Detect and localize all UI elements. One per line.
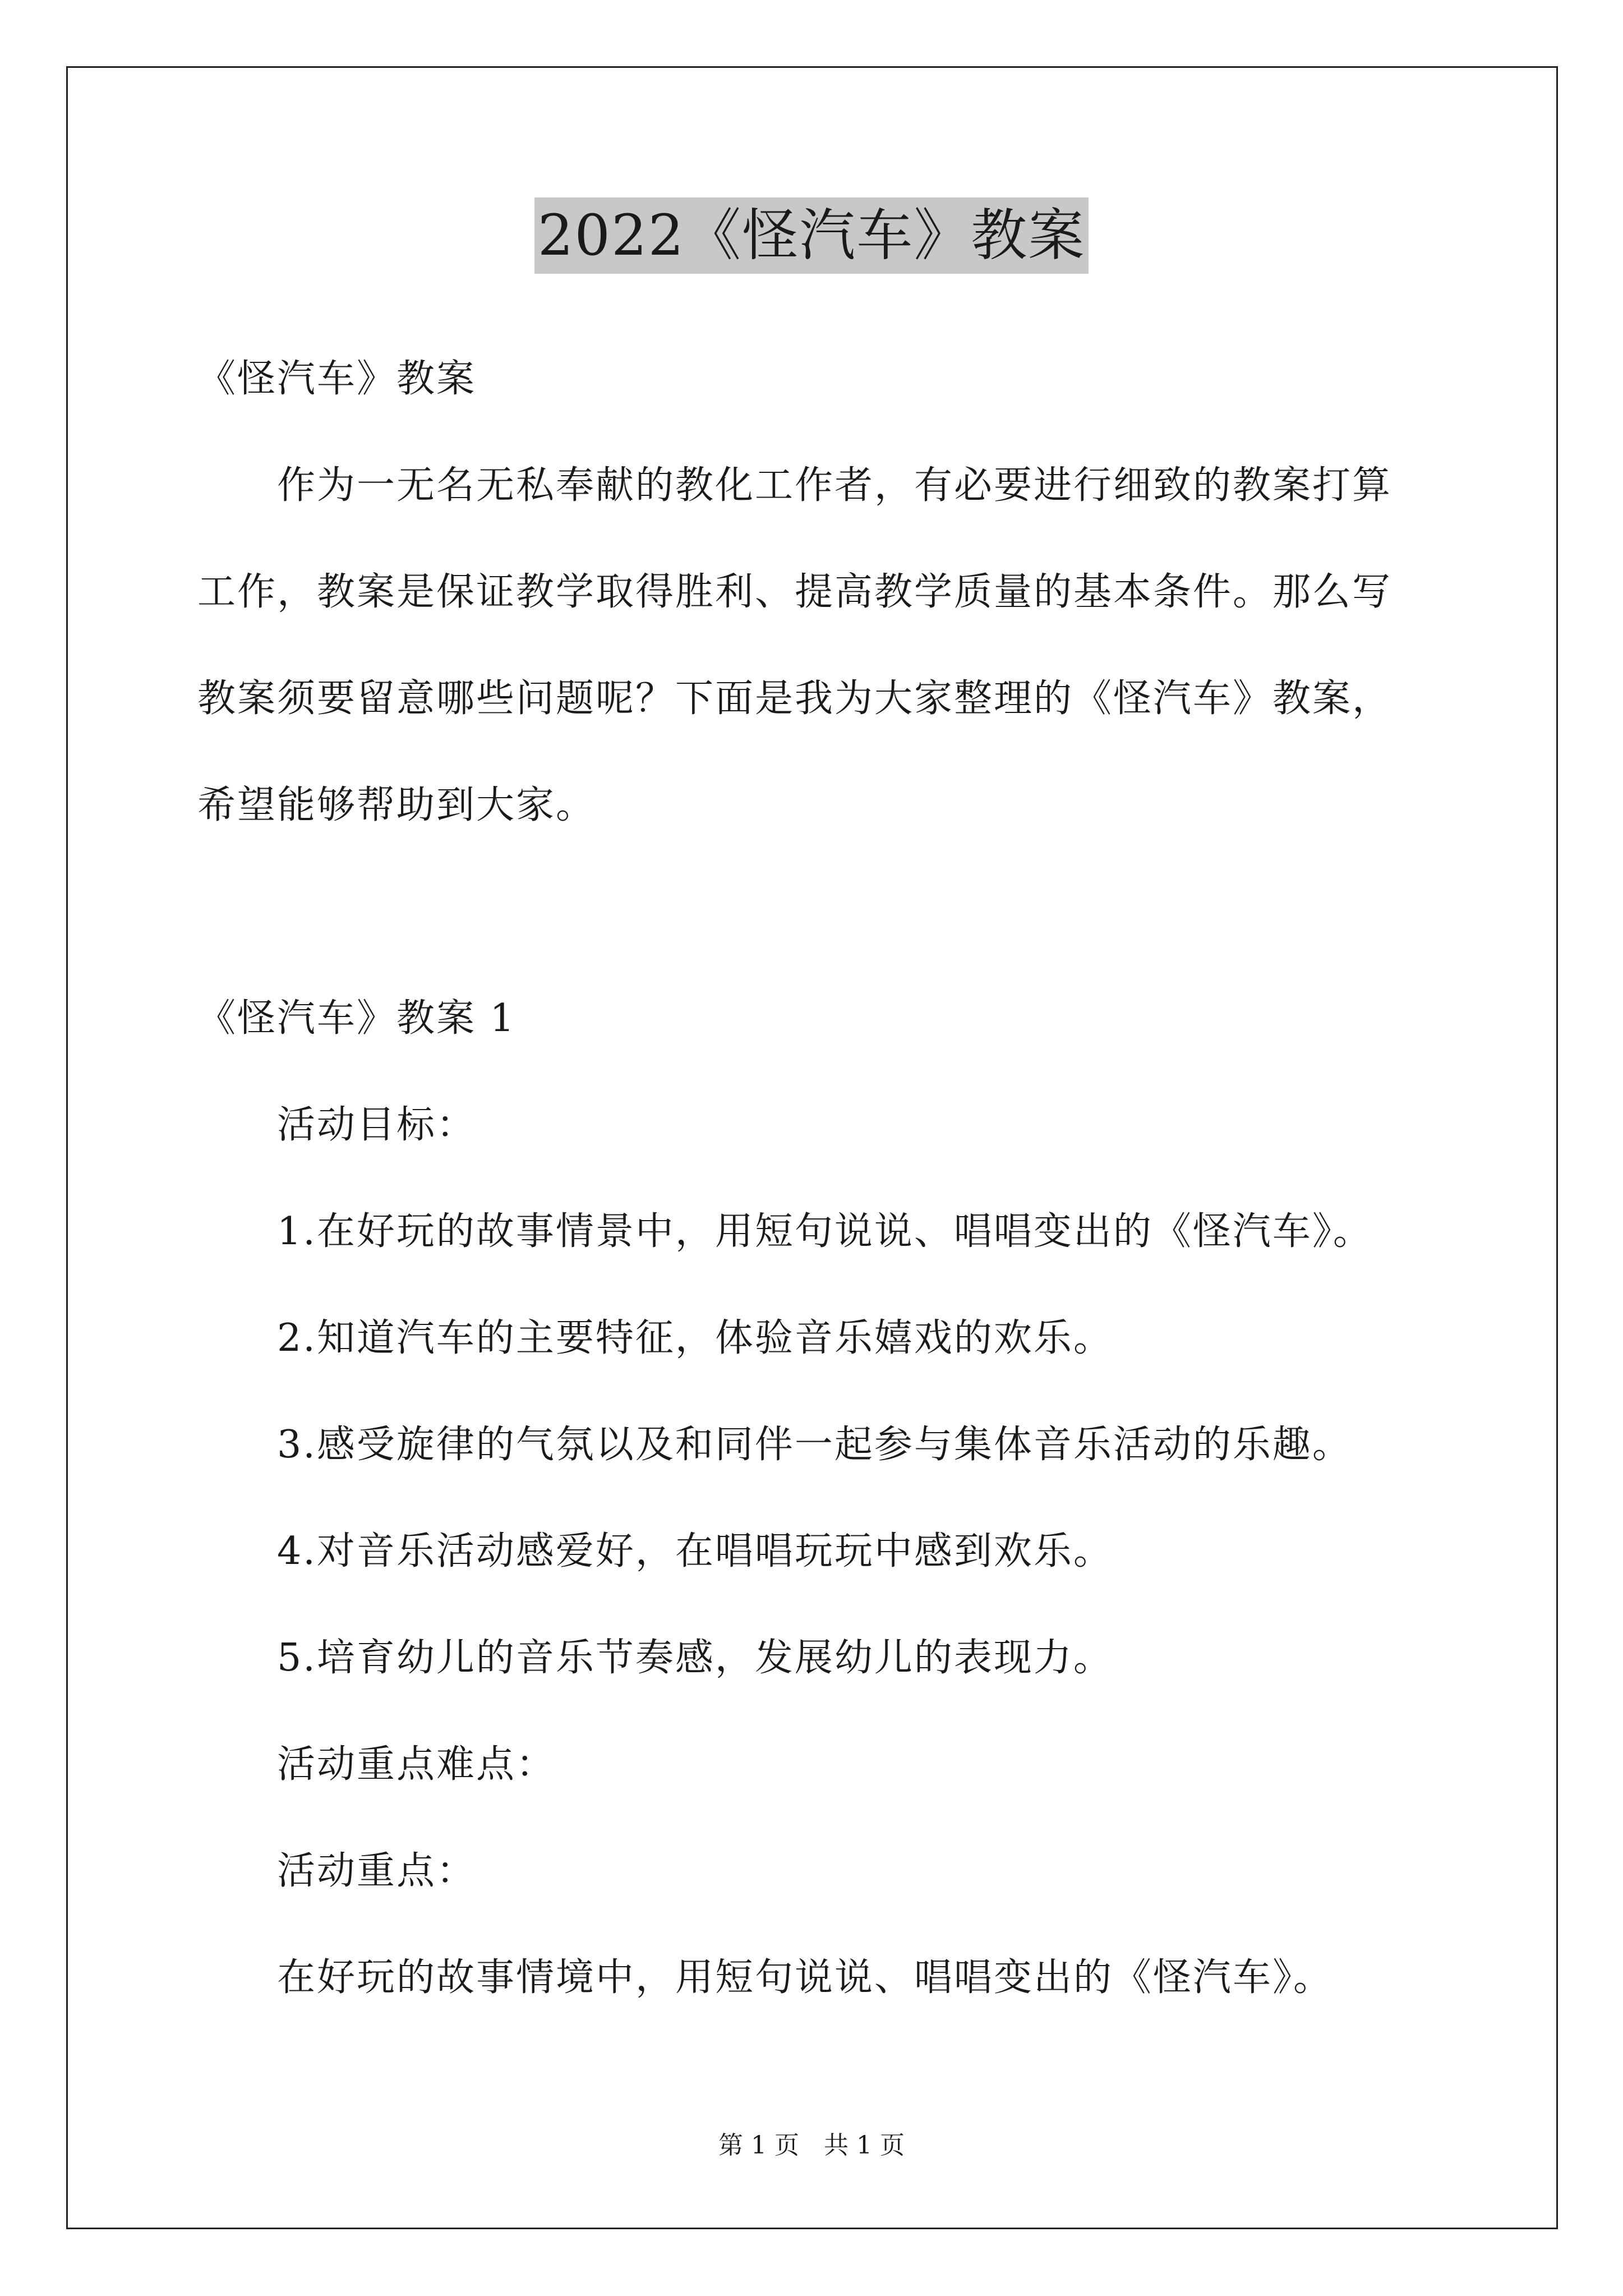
title-container (0, 197, 1623, 274)
goal-item-4: 4.对音乐活动感爱好，在唱唱玩玩中感到欢乐。 (277, 1529, 1113, 1573)
key-label: 活动重点： (277, 1849, 477, 1893)
intro-line-2: 工作，教案是保证教学取得胜利、提高教学质量的基本条件。那么写 (197, 570, 1393, 614)
document-title: 2022《怪汽车》教案 (534, 197, 1089, 274)
goal-item-3: 3.感受旋律的气氛以及和同伴一起参与集体音乐活动的乐趣。 (277, 1423, 1352, 1467)
key-text: 在好玩的故事情境中，用短句说说、唱唱变出的《怪汽车》。 (277, 1955, 1334, 2000)
goal-item-2: 2.知道汽车的主要特征，体验音乐嬉戏的欢乐。 (277, 1316, 1113, 1360)
intro-line-4: 希望能够帮助到大家。 (197, 783, 596, 827)
intro-line-1: 作为一无名无私奉献的教化工作者，有必要进行细致的教案打算 (277, 463, 1393, 508)
intro-line-3: 教案须要留意哪些问题呢？下面是我为大家整理的《怪汽车》教案， (197, 677, 1393, 721)
goal-item-1: 1.在好玩的故事情景中，用短句说说、唱唱变出的《怪汽车》。 (277, 1209, 1373, 1254)
focus-label: 活动重点难点： (277, 1742, 556, 1787)
page-footer: 第 1 页 共 1 页 (718, 2131, 905, 2160)
goal-item-5: 5.培育幼儿的音乐节奏感，发展幼儿的表现力。 (277, 1636, 1113, 1680)
document-subtitle: 《怪汽车》教案 (197, 357, 477, 401)
goals-label: 活动目标： (277, 1103, 477, 1147)
section-heading: 《怪汽车》教案 1 (197, 996, 516, 1041)
